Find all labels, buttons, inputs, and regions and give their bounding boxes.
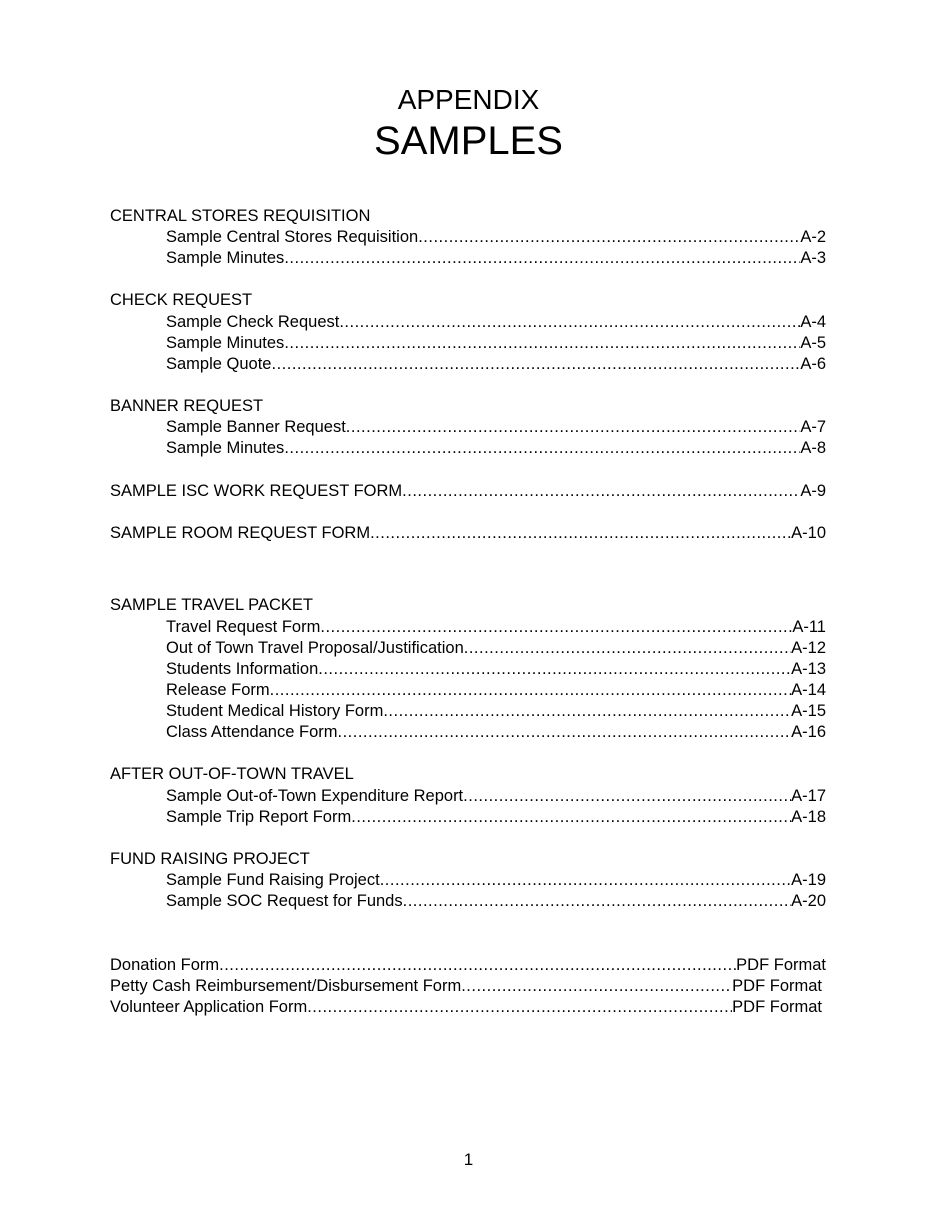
dot-leader xyxy=(380,870,791,891)
toc-entry[interactable] xyxy=(166,638,826,659)
section-heading: FUND RAISING PROJECT xyxy=(110,850,310,868)
toc-entry[interactable] xyxy=(166,786,826,807)
dot-leader xyxy=(318,659,791,680)
dot-leader xyxy=(418,227,800,248)
section-heading: AFTER OUT-OF-TOWN TRAVEL xyxy=(110,765,354,783)
entry-label: Sample Minutes xyxy=(166,249,285,267)
toc-entry[interactable] xyxy=(166,870,826,891)
entry-label: Sample Minutes xyxy=(166,334,285,352)
toc-entry[interactable] xyxy=(110,997,822,1018)
toc-entry[interactable] xyxy=(166,617,826,638)
dot-leader xyxy=(403,891,792,912)
dot-leader xyxy=(463,786,791,807)
entry-label: Class Attendance Form xyxy=(166,723,338,741)
entry-label: Volunteer Application Form xyxy=(110,998,308,1016)
dot-leader xyxy=(370,523,791,544)
entry-page: A-13 xyxy=(791,660,826,678)
toc-entry[interactable] xyxy=(166,333,826,354)
toc-entry[interactable] xyxy=(166,354,826,375)
entry-page: A-6 xyxy=(800,355,826,373)
toc-entry[interactable] xyxy=(166,417,826,438)
dot-leader xyxy=(383,701,791,722)
dot-leader xyxy=(307,997,732,1018)
section-heading: CENTRAL STORES REQUISITION xyxy=(110,207,371,225)
entry-page: PDF Format xyxy=(732,977,822,995)
dot-leader xyxy=(320,617,792,638)
entry-page: A-4 xyxy=(800,313,826,331)
dot-leader xyxy=(351,807,791,828)
toc-entry[interactable] xyxy=(110,523,826,544)
dot-leader xyxy=(346,417,801,438)
entry-page: A-20 xyxy=(791,892,826,910)
samples-title: SAMPLES xyxy=(374,119,563,163)
toc-entry[interactable] xyxy=(110,955,826,976)
entry-page: PDF Format xyxy=(732,998,822,1016)
toc-entry[interactable] xyxy=(166,891,826,912)
toc-entry[interactable] xyxy=(110,976,822,997)
entry-page: A-17 xyxy=(791,787,826,805)
toc-entry[interactable] xyxy=(166,227,826,248)
entry-page: A-12 xyxy=(791,639,826,657)
entry-page: A-16 xyxy=(791,723,826,741)
entry-label: Sample Banner Request xyxy=(166,418,346,436)
toc-entry[interactable] xyxy=(166,248,826,269)
page-number: 1 xyxy=(463,1150,474,1169)
entry-page: A-11 xyxy=(792,618,826,636)
entry-page: A-3 xyxy=(800,249,826,267)
dot-leader xyxy=(402,481,800,502)
dot-leader xyxy=(284,248,800,269)
entry-page: A-8 xyxy=(800,439,826,457)
dot-leader xyxy=(284,333,800,354)
entry-label: Sample Trip Report Form xyxy=(166,808,352,826)
entry-page: A-9 xyxy=(800,482,826,500)
entry-page: A-10 xyxy=(791,524,826,542)
toc-entry[interactable] xyxy=(166,807,826,828)
appendix-title: APPENDIX xyxy=(397,84,540,115)
entry-label: SAMPLE ROOM REQUEST FORM xyxy=(110,524,371,542)
entry-label: SAMPLE ISC WORK REQUEST FORM xyxy=(110,482,403,500)
toc-entry[interactable] xyxy=(166,312,826,333)
entry-page: A-5 xyxy=(800,334,826,352)
entry-label: Student Medical History Form xyxy=(166,702,384,720)
dot-leader xyxy=(464,638,791,659)
entry-label: Petty Cash Reimbursement/Disbursement Form xyxy=(110,977,462,995)
entry-label: Sample Check Request xyxy=(166,313,340,331)
toc-entry[interactable] xyxy=(166,659,826,680)
dot-leader xyxy=(219,955,736,976)
entry-page: PDF Format xyxy=(736,956,826,974)
entry-label: Sample Minutes xyxy=(166,439,285,457)
entry-label: Donation Form xyxy=(110,956,220,974)
dot-leader xyxy=(284,438,800,459)
dot-leader xyxy=(461,976,732,997)
dot-leader xyxy=(339,312,800,333)
entry-page: A-7 xyxy=(800,418,826,436)
toc-entry[interactable] xyxy=(166,701,826,722)
entry-page: A-19 xyxy=(791,871,826,889)
section-heading: BANNER REQUEST xyxy=(110,397,264,415)
entry-label: Sample Quote xyxy=(166,355,272,373)
toc-entry[interactable] xyxy=(166,680,826,701)
toc-entry[interactable] xyxy=(166,438,826,459)
entry-page: A-15 xyxy=(791,702,826,720)
entry-page: A-14 xyxy=(791,681,826,699)
dot-leader xyxy=(271,354,800,375)
dot-leader xyxy=(270,680,792,701)
entry-page: A-18 xyxy=(791,808,826,826)
section-heading: SAMPLE TRAVEL PACKET xyxy=(110,596,313,614)
toc-entry[interactable] xyxy=(166,722,826,743)
toc-entry[interactable] xyxy=(110,481,826,502)
entry-label: Sample Fund Raising Project xyxy=(166,871,380,889)
entry-label: Out of Town Travel Proposal/Justification xyxy=(166,639,464,657)
entry-label: Sample SOC Request for Funds xyxy=(166,892,403,910)
entry-label: Sample Out-of-Town Expenditure Report xyxy=(166,787,464,805)
entry-label: Sample Central Stores Requisition xyxy=(166,228,419,246)
entry-label: Students Information xyxy=(166,660,319,678)
entry-label: Release Form xyxy=(166,681,270,699)
entry-label: Travel Request Form xyxy=(166,618,321,636)
section-heading: CHECK REQUEST xyxy=(110,291,253,309)
entry-page: A-2 xyxy=(800,228,826,246)
dot-leader xyxy=(338,722,792,743)
